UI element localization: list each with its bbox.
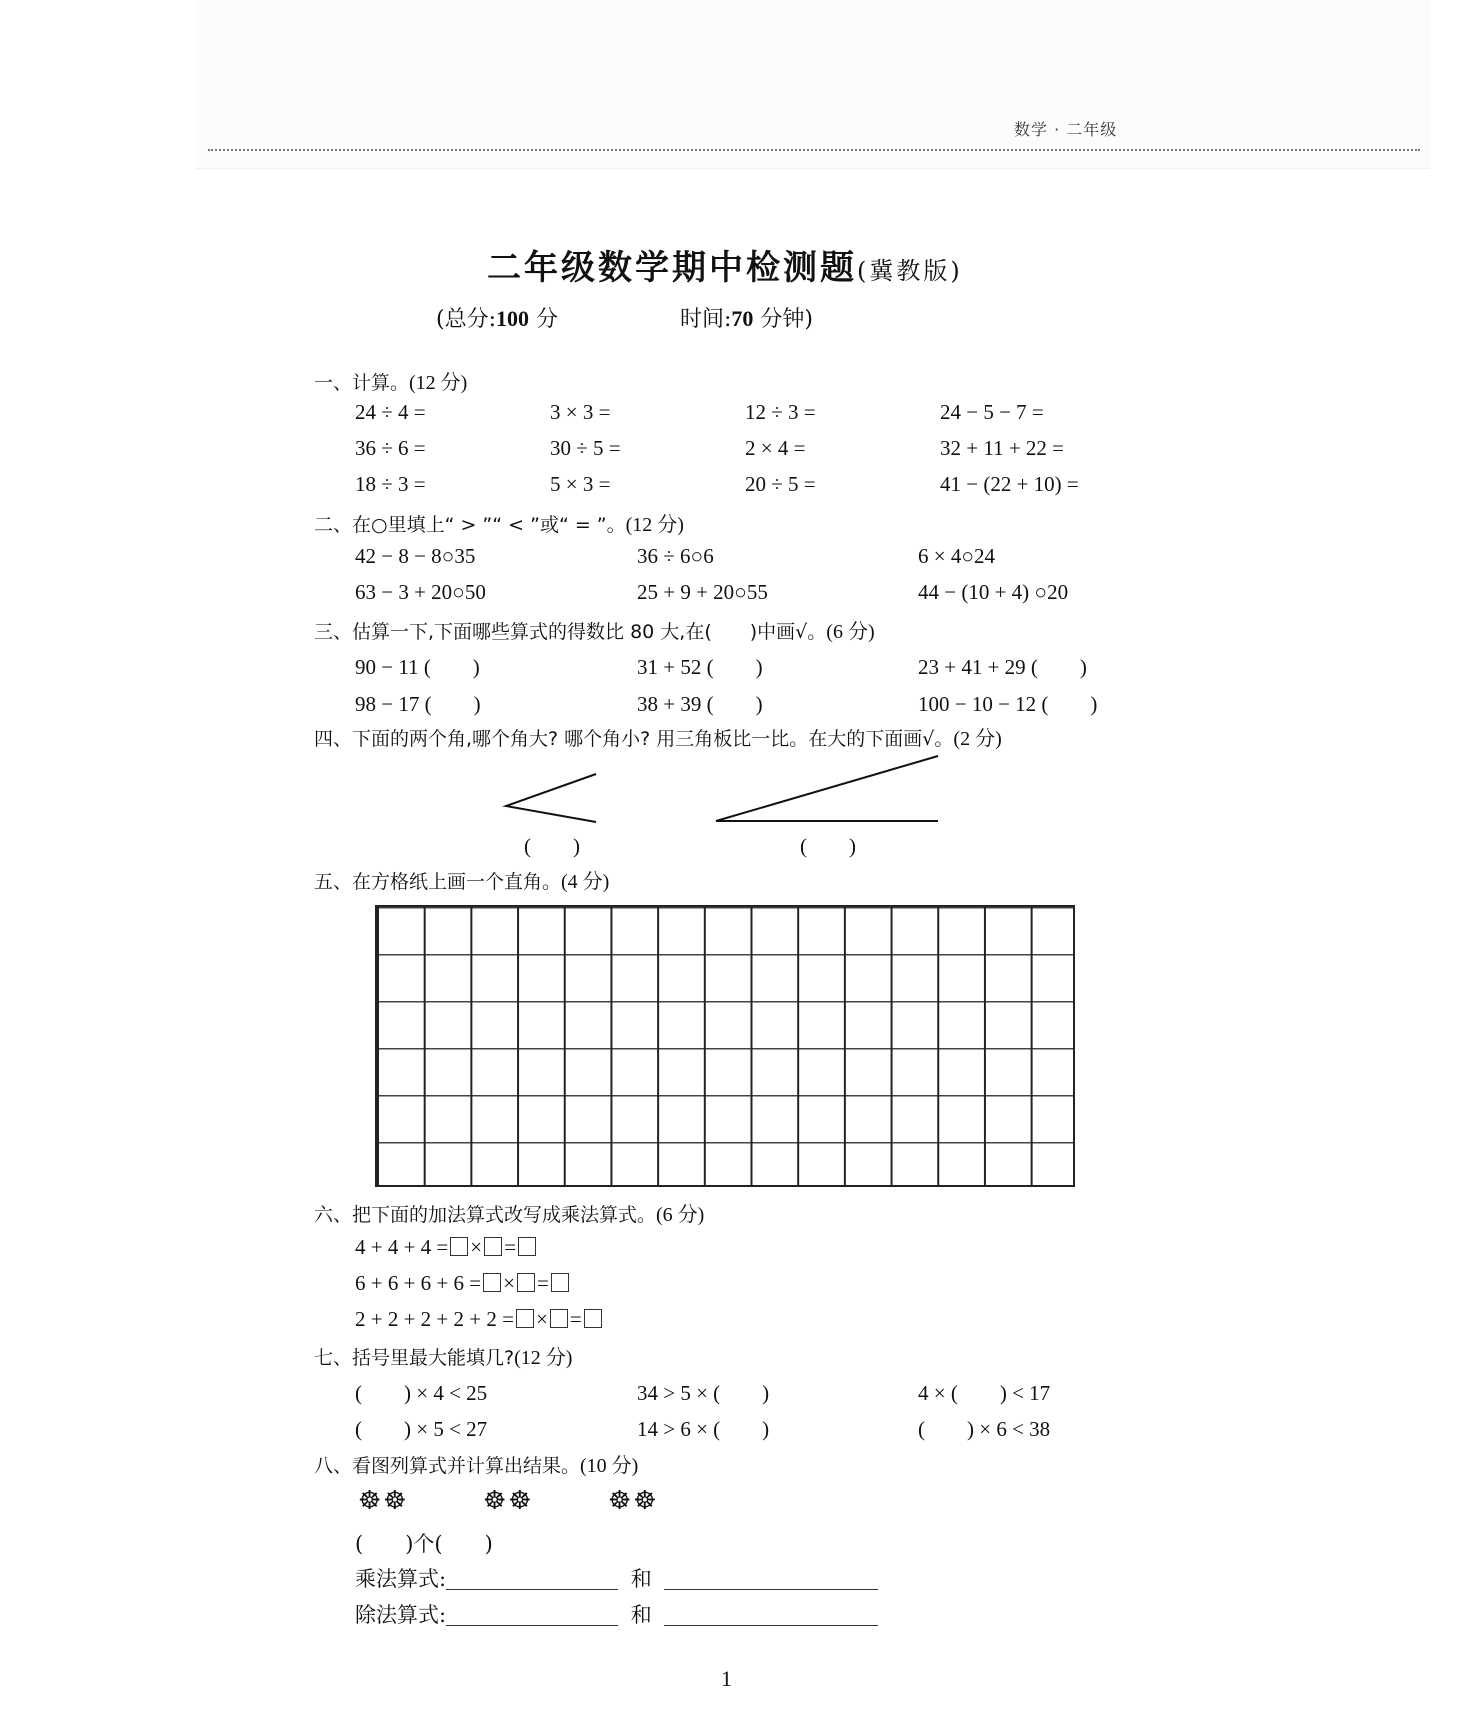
division-row (355, 1599, 878, 1629)
calc-item: 36 ÷ 6 = (355, 436, 426, 460)
section-heading-text: 五、在方格纸上画一个直角。 (314, 871, 562, 893)
section-points: (12 分) (514, 1347, 573, 1369)
times-sign: × (503, 1271, 515, 1295)
multiplication-row (355, 1563, 878, 1593)
max-fill-item: ( ) × 5 < 27 (355, 1417, 488, 1441)
answer-box[interactable] (450, 1237, 468, 1256)
division-label: 除法算式: (355, 1603, 447, 1627)
estimate-item: 100 − 10 − 12 ( ) (918, 692, 1098, 716)
max-fill-item: 14 > 6 × ( ) (637, 1417, 770, 1441)
time-label: 时间: (680, 307, 732, 332)
rewrite-item (355, 1307, 604, 1332)
angle-answer-bracket: ( ) (800, 834, 856, 858)
max-fill-item: ( ) × 6 < 38 (918, 1417, 1051, 1441)
calc-item: 5 × 3 = (550, 472, 611, 496)
division-answer-line[interactable] (664, 1607, 878, 1626)
estimate-item: 23 + 41 + 29 ( ) (918, 655, 1087, 679)
section-heading-text: 七、括号里最大能填几? (314, 1347, 515, 1369)
times-sign: × (470, 1235, 483, 1259)
compare-item: 36 ÷ 6○6 (637, 544, 714, 568)
section-7-heading (314, 1341, 572, 1370)
calc-item: 3 × 3 = (550, 400, 611, 424)
addition-expression: 4 + 4 + 4 = (355, 1235, 449, 1259)
compare-item: 42 − 8 − 8○35 (355, 544, 476, 568)
total-value: 100 (496, 306, 529, 331)
answer-box[interactable] (584, 1309, 602, 1328)
calc-item: 12 ÷ 3 = (745, 400, 816, 424)
total-unit: 分 (529, 307, 558, 332)
answer-box[interactable] (516, 1309, 534, 1328)
groups-line: ( )个( ) (355, 1532, 493, 1556)
section-points: (2 分) (953, 728, 1002, 750)
answer-box[interactable] (483, 1273, 501, 1292)
compare-item: 25 + 9 + 20○55 (637, 580, 768, 604)
title-edition: (冀教版) (857, 257, 963, 285)
section-heading-text: 一、计算。 (314, 372, 410, 394)
and-label: 和 (630, 1603, 652, 1627)
angle-large (716, 756, 938, 821)
section-heading-text: 二、在○里填上“ > ”“ < ”或“ = ”。 (314, 514, 626, 536)
calc-item: 24 − 5 − 7 = (940, 400, 1044, 424)
equals-sign: = (504, 1235, 516, 1259)
calc-item: 2 × 4 = (745, 436, 806, 460)
compare-item: 6 × 4○24 (918, 544, 996, 568)
square-grid-paper[interactable] (375, 905, 1075, 1187)
section-heading-text: 三、估算一下,下面哪些算式的得数比 80 大,在( )中画√。 (314, 621, 827, 643)
ship-wheel-icon-group: ☸☸ (358, 1486, 409, 1516)
angle-answer-bracket: ( ) (524, 834, 580, 858)
rewrite-item (355, 1271, 571, 1296)
section-heading-text: 八、看图列算式并计算出结果。 (314, 1455, 581, 1477)
ship-wheel-icon-group: ☸☸ (608, 1486, 659, 1516)
time-value: 70 (731, 306, 754, 331)
estimate-item: 90 − 11 ( ) (355, 655, 480, 679)
ship-wheel-icon-group: ☸☸ (483, 1486, 534, 1516)
section-heading-text: 六、把下面的加法算式改写成乘法算式。 (314, 1204, 657, 1226)
section-heading-text: 四、下面的两个角,哪个角大? 哪个角小? 用三角板比一比。在大的下面画√。 (314, 728, 954, 750)
title-main: 二年级数学期中检测题 (487, 248, 857, 288)
section-points: (6 分) (656, 1204, 705, 1226)
estimate-item: 31 + 52 ( ) (637, 655, 763, 679)
header-subject-grade: 数学 · 二年级 (1014, 120, 1118, 139)
calc-item: 20 ÷ 5 = (745, 472, 816, 496)
calc-item: 32 + 11 + 22 = (940, 436, 1065, 460)
angle-small (506, 774, 596, 822)
addition-expression: 2 + 2 + 2 + 2 + 2 = (355, 1307, 514, 1331)
calc-item: 18 ÷ 3 = (355, 472, 426, 496)
rewrite-item (355, 1235, 538, 1260)
section-6-heading (314, 1198, 704, 1227)
total-label: (总分: (436, 307, 496, 332)
page-number: 1 (721, 1666, 732, 1691)
answer-box[interactable] (518, 1237, 536, 1256)
answer-box[interactable] (550, 1309, 568, 1328)
multiplication-label: 乘法算式: (355, 1567, 447, 1591)
calc-item: 24 ÷ 4 = (355, 400, 426, 424)
calc-item: 30 ÷ 5 = (550, 436, 621, 460)
division-answer-line[interactable] (446, 1607, 618, 1626)
max-fill-item: ( ) × 4 < 25 (355, 1381, 488, 1405)
multiplication-answer-line[interactable] (664, 1571, 878, 1590)
max-fill-item: 4 × ( ) < 17 (918, 1381, 1051, 1405)
max-fill-item: 34 > 5 × ( ) (637, 1381, 770, 1405)
compare-item: 63 − 3 + 20○50 (355, 580, 486, 604)
times-sign: × (535, 1307, 548, 1331)
calc-item: 41 − (22 + 10) = (940, 472, 1079, 496)
equals-sign: = (569, 1307, 582, 1331)
addition-expression: 6 + 6 + 6 + 6 = (355, 1271, 482, 1295)
estimate-item: 38 + 39 ( ) (637, 692, 763, 716)
answer-box[interactable] (484, 1237, 502, 1256)
section-points: (4 分) (561, 871, 610, 893)
compare-item: 44 − (10 + 4) ○20 (918, 580, 1069, 604)
section-points: (12 分) (409, 372, 468, 394)
section-points: (10 分) (580, 1455, 639, 1477)
time-unit: 分钟) (753, 307, 813, 332)
estimate-item: 98 − 17 ( ) (355, 692, 481, 716)
section-8-heading (314, 1449, 638, 1478)
section-points: (12 分) (625, 514, 684, 536)
and-label: 和 (630, 1567, 652, 1591)
section-points: (6 分) (826, 621, 875, 643)
equals-sign: = (536, 1271, 549, 1295)
multiplication-answer-line[interactable] (446, 1571, 618, 1590)
answer-box[interactable] (517, 1273, 535, 1292)
answer-box[interactable] (551, 1273, 569, 1292)
section-5-heading (314, 865, 609, 894)
